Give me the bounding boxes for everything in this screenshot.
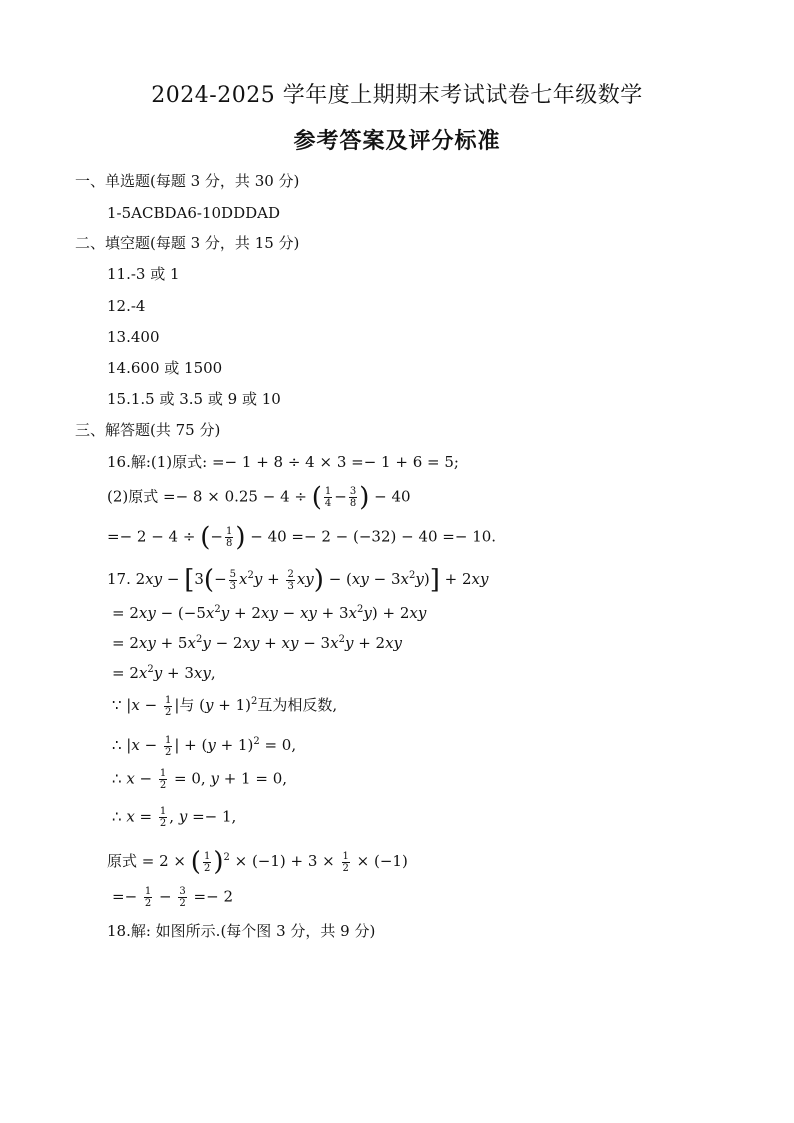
page-title: 2024-2025 学年度上期期末考试试卷七年级数学: [151, 83, 643, 108]
fill-answer-11: 11.-3 或 1: [107, 265, 180, 283]
section2-heading: 二、填空题(每题 3 分，共 15 分): [75, 234, 300, 252]
fill-answer-12: 12.-4: [107, 297, 146, 315]
q17-sum-zero: ∴ |x − $\frac{1}{2}$ | + $(y + 1)^2 = 0$,: [112, 734, 297, 758]
q17-each-zero: ∴ x − $\frac{1}{2}$ = 0, y + 1 = 0,: [112, 768, 288, 791]
fill-answer-15: 15.1.5 或 3.5 或 9 或 10: [107, 390, 281, 408]
q16-part1: 16.解:(1)原式: =− 1 + 8 ÷ 4 × 3 =− 1 + 6 = 5;: [107, 453, 459, 471]
q17-step1: = $2xy - (-5x^2y + 2xy$ − xy + $3x^2y) + 2xy$: [112, 604, 427, 622]
q17-expression: 17. 2xy − [3(− $\frac{5}{3}$ $x^2y$ + $\frac{2}{3}$ $xy) - (xy - 3x^2y)] + 2xy$: [107, 565, 489, 595]
q16-part2: (2)原式 =− 8 × 0.25 − 4 ÷ ( $\frac{1}{4}$ − $\frac{3}{8}$ ) − 40: [107, 482, 411, 513]
q16-part2-cont: =− 2 − 4 ÷ (− $\frac{1}{8}$ ) − 40 =− 2 − (−32) − 40 =− 10.: [107, 522, 497, 553]
q17-step3: = $2x^2y + 3xy$,: [112, 664, 216, 682]
q18-answer: 18.解: 如图所示.(每个图 3 分，共 9 分): [107, 922, 376, 940]
q17-values: ∴ x = $\frac{1}{2}$ , y =− 1,: [112, 806, 237, 829]
fill-answer-13: 13.400: [107, 328, 160, 346]
q17-result: =− $\frac{1}{2}$ − $\frac{3}{2}$ =− 2: [112, 886, 233, 909]
section1-heading: 一、单选题(每题 3 分，共 30 分): [75, 172, 300, 190]
section3-heading: 三、解答题(共 75 分): [75, 421, 221, 439]
q17-substitute: 原式 = 2 × ( $\frac{1}{2}$ )$^2$ × (−1) + 3 × $\frac{1}{2}$ × (−1): [107, 847, 408, 877]
q17-condition: ∵ |x − $\frac{1}{2}$ |与 $(y + 1)^2$互为相反数,: [112, 694, 338, 718]
q17-step2: = $2xy + 5x^2y - 2xy$ + xy − $3x^2y + 2xy$: [112, 634, 403, 652]
fill-answer-14: 14.600 或 1500: [107, 359, 223, 377]
page-subtitle: 参考答案及评分标准: [293, 128, 501, 154]
section1-answers: 1-5ACBDA6-10DDDAD: [107, 204, 280, 222]
